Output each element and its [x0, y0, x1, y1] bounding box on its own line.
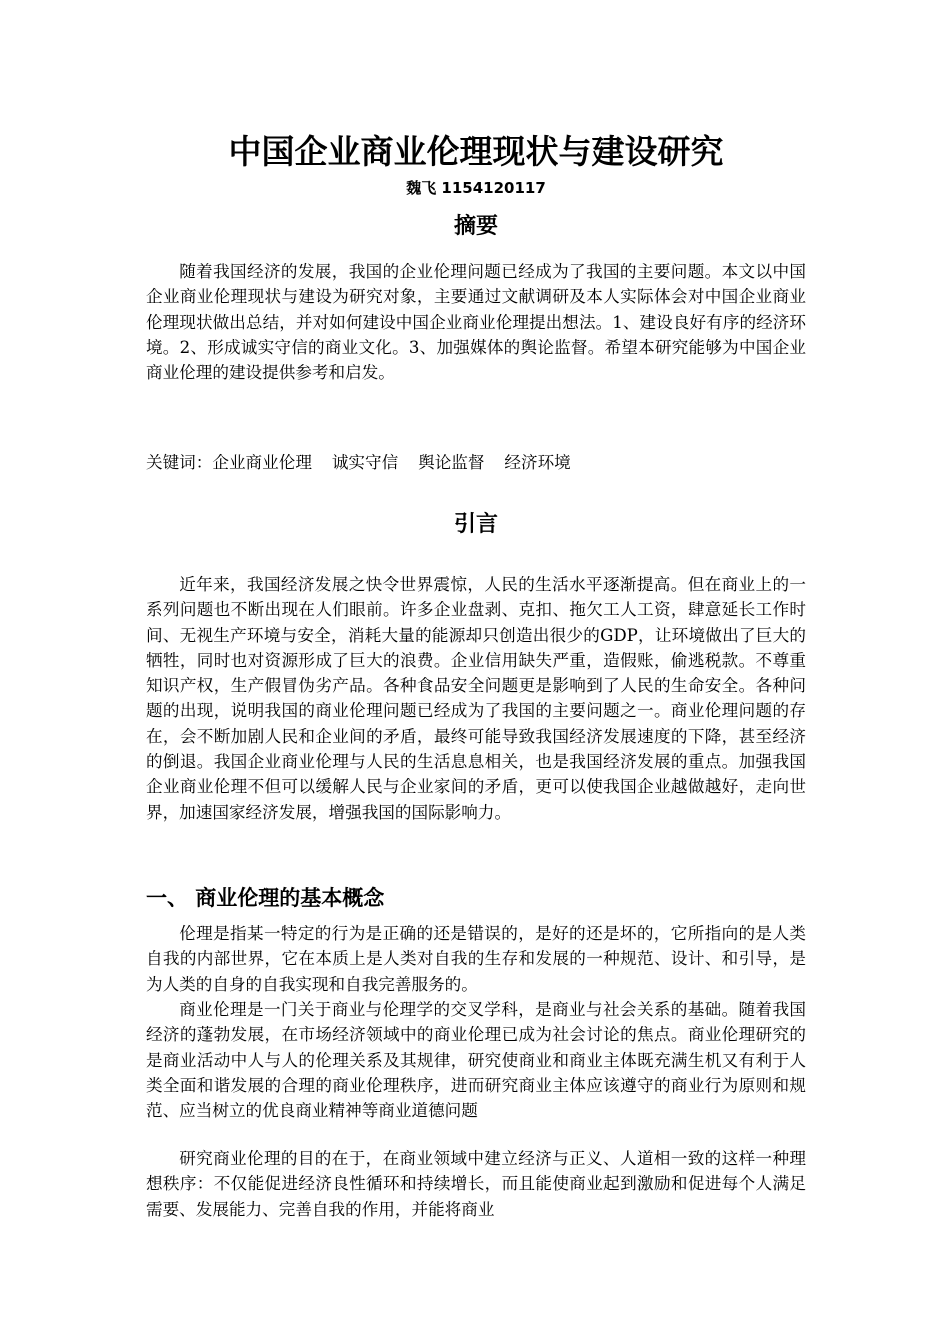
keyword-item: 经济环境 — [504, 453, 571, 472]
document-page — [146, 0, 806, 1344]
author-line: 魏飞 1154120117 — [406, 179, 546, 197]
abstract-paragraph: 随着我国经济的发展，我国的企业伦理问题已经成为了我国的主要问题。本文以中国企业商业伦理现状与建设为研究对象，主要通过文献调研及本人实际体会对中国企业商业伦理现状做出总结，并对如何建设中国企业商业伦理提出想法。1、建设良好有序的经济环境。2、形成诚实守信的商业文化。3、加强媒体的舆论监督。希望本研究能够为中国企业商业伦理的建设提供参考和启发。 — [146, 262, 806, 383]
section-heading: 一、 商业伦理的基本概念 — [146, 886, 385, 910]
introduction-heading: 引言 — [453, 512, 498, 537]
keywords-line — [146, 450, 806, 475]
introduction-paragraph: 近年来，我国经济发展之快令世界震惊，人民的生活水平逐渐提高。但在商业上的一系列问题也不断出现在人们眼前。许多企业盘剥、克扣、拖欠工人工资，肆意延长工作时间、无视生产环境与安全，消耗大量的能源却只创造出很少的GDP，让环境做出了巨大的牺牲，同时也对资源形成了巨大的浪费。企业信用缺失严重，造假账，偷逃税款。不尊重知识产权，生产假冒伪劣产品。各种食品安全问题更是影响到了人民的生命安全。各种问题的出现，说明我国的商业伦理问题已经成为了我国的主要问题之一。商业伦理问题的存在，会不断加剧人民和企业间的矛盾，最终可能导致我国经济发展速度的下降，甚至经济的倒退。我国企业商业伦理与人民的生活息息相关，也是我国经济发展的重点。加强我国企业商业伦理不但可以缓解人民与企业家间的矛盾，更可以使我国企业越做越好，走向世界，加速国家经济发展，增强我国的国际影响力。 — [146, 575, 806, 822]
keywords-label: 关键词： — [146, 453, 213, 472]
keyword-item: 舆论监督 — [418, 453, 485, 472]
keyword-item: 企业商业伦理 — [212, 453, 312, 472]
document-title: 中国企业商业伦理现状与建设研究 — [228, 132, 724, 171]
section-paragraph: 研究商业伦理的目的在于，在商业领域中建立经济与正义、人道相一致的这样一种理想秩序：不仅能促进经济良性循环和持续增长，而且能使商业起到激励和促进每个人满足需要、发展能力、完善自我的作用，并能将商业 — [146, 1149, 806, 1219]
section-paragraph: 伦理是指某一特定的行为是正确的还是错误的，是好的还是坏的，它所指向的是人类自我的内部世界，它在本质上是人类对自我的生存和发展的一种规范、设计、和引导，是为人类的自身的自我实现和自我完善服务的。 — [146, 924, 806, 994]
keyword-item: 诚实守信 — [331, 453, 399, 472]
abstract-heading: 摘要 — [453, 214, 498, 239]
section-paragraph: 商业伦理是一门关于商业与伦理学的交叉学科，是商业与社会关系的基础。随着我国经济的蓬勃发展，在市场经济领域中的商业伦理已成为社会讨论的焦点。商业伦理研究的是商业活动中人与人的伦理关系及其规律，研究使商业和商业主体既充满生机又有利于人类全面和谐发展的合理的商业伦理秩序，进而研究商业主体应该遵守的商业行为原则和规范、应当树立的优良商业精神等商业道德问题 — [146, 1000, 806, 1121]
